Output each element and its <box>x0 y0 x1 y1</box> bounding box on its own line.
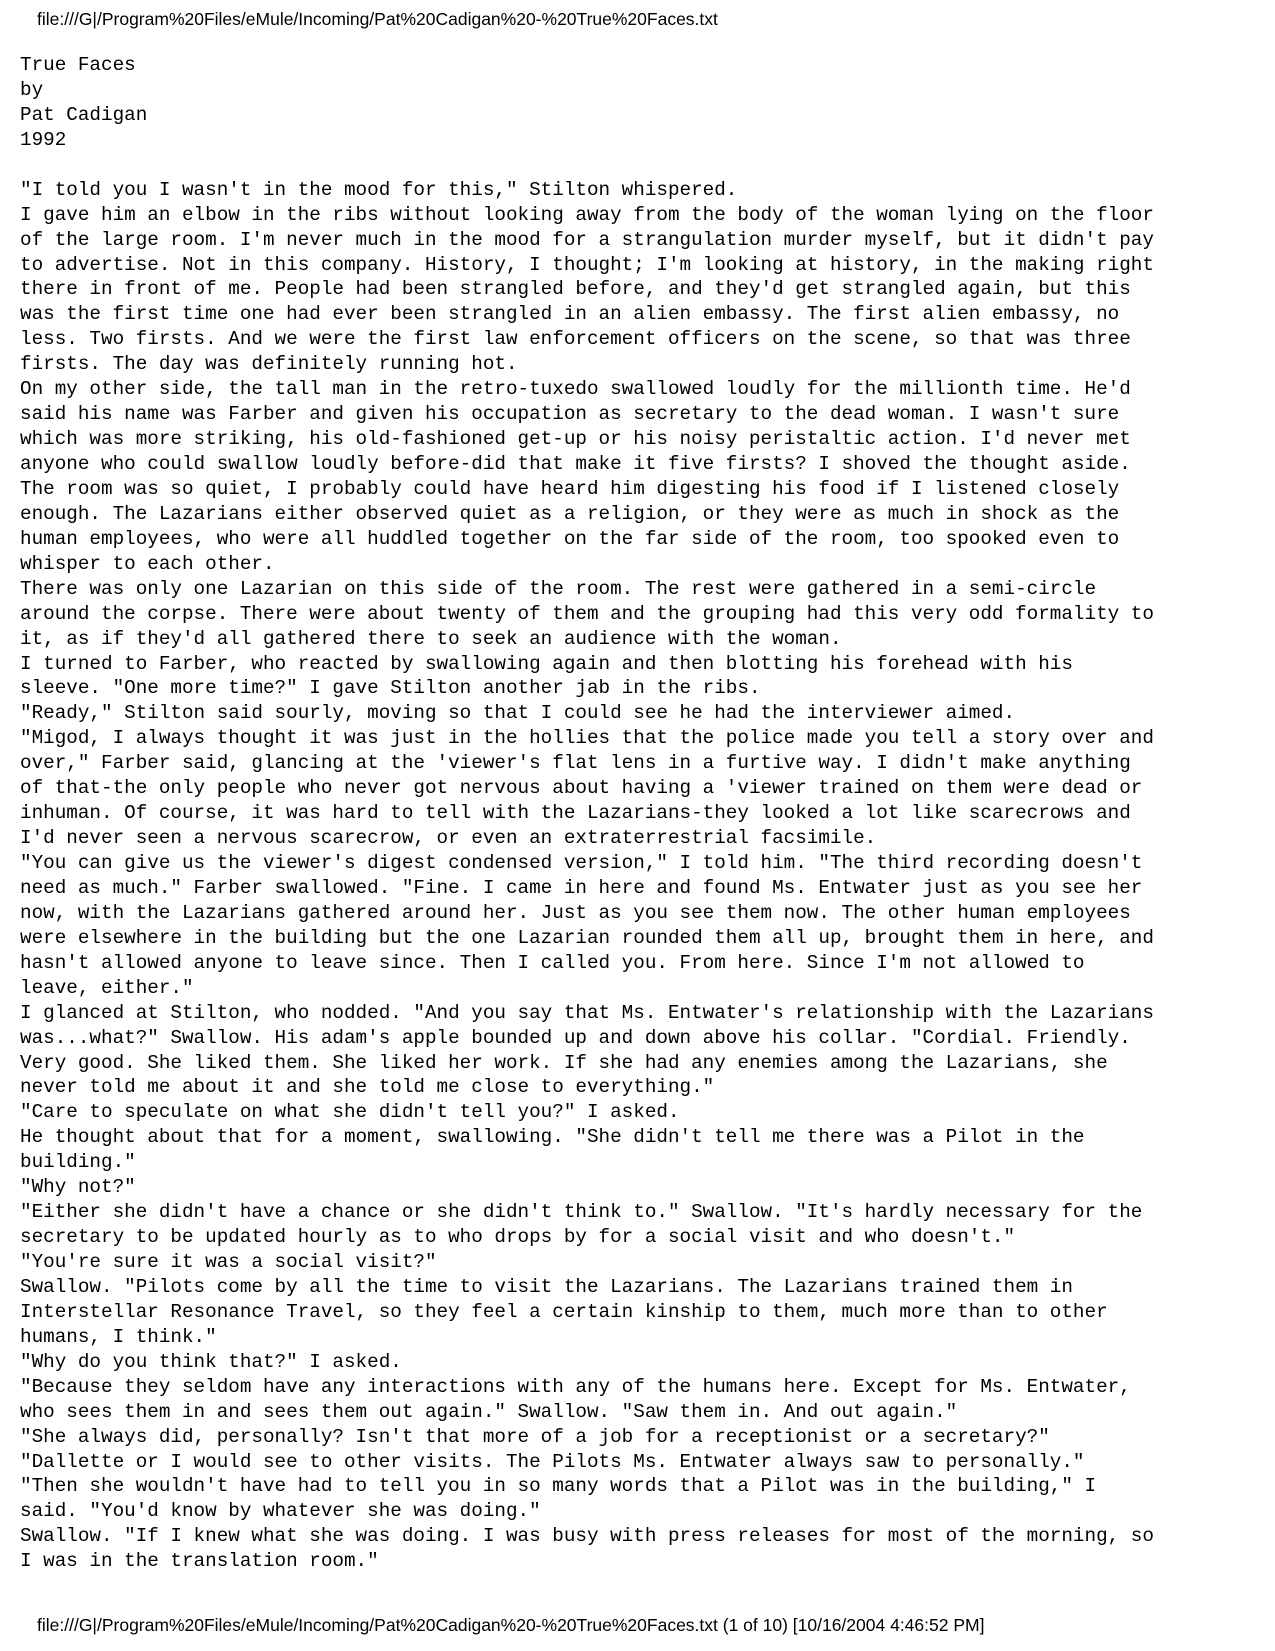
text-line: human employees, who were all huddled together on the far side of the room, too spooked even to <box>20 527 1120 550</box>
text-line: was the first time one had ever been strangled in an alien embassy. The first alien embassy, no <box>20 303 1120 326</box>
text-line: who sees them in and sees them out again." Swallow. "Saw them in. And out again." <box>20 1400 958 1423</box>
text-line: it, as if they'd all gathered there to seek an audience with the woman. <box>20 627 842 650</box>
print-header-url: file:///G|/Program%20Files/eMule/Incoming/Pat%20Cadigan%20-%20True%20Faces.txt <box>37 9 718 29</box>
text-line: secretary to be updated hourly as to who drops by for a social visit and who doesn't." <box>20 1226 1016 1249</box>
text-line: Pat Cadigan <box>20 103 148 126</box>
text-line: "She always did, personally? Isn't that more of a job for a receptionist or a secretary?" <box>20 1425 1050 1448</box>
text-line: "Migod, I always thought it was just in the hollies that the police made you tell a story over and <box>20 727 1154 750</box>
text-line: "Ready," Stilton said sourly, moving so that I could see he had the interviewer aimed. <box>20 702 1016 725</box>
text-line: I gave him an elbow in the ribs without looking away from the body of the woman lying on the floor <box>20 203 1154 226</box>
text-line: of that-the only people who never got nervous about having a 'viewer trained on them were dead or <box>20 777 1143 800</box>
text-line: 1992 <box>20 128 67 151</box>
text-line: "Because they seldom have any interactions with any of the humans here. Except for Ms. Entwater, <box>20 1375 1131 1398</box>
text-line: True Faces <box>20 54 136 76</box>
text-line: said his name was Farber and given his occupation as secretary to the dead woman. I wasn't sure <box>20 403 1120 426</box>
text-line: which was more striking, his old-fashioned get-up or his noisy peristaltic action. I'd never met <box>20 428 1131 451</box>
text-line: sleeve. "One more time?" I gave Stilton another jab in the ribs. <box>20 677 761 700</box>
text-line: to advertise. Not in this company. History, I thought; I'm looking at history, in the making right <box>20 253 1154 276</box>
blank-line <box>20 153 1154 178</box>
text-line: "You're sure it was a social visit?" <box>20 1251 437 1273</box>
document-text-body <box>20 53 1154 1574</box>
text-line: was...what?" Swallow. His adam's apple bounded up and down above his collar. "Cordial. Friendly. <box>20 1026 1131 1049</box>
text-line: "Why not?" <box>20 1176 136 1199</box>
text-line: I'd never seen a nervous scarecrow, or even an extraterrestrial facsimile. <box>20 827 877 850</box>
text-line: There was only one Lazarian on this side of the room. The rest were gathered in a semi-circle <box>20 577 1097 600</box>
text-line: leave, either." <box>20 976 194 999</box>
text-line: building." <box>20 1151 136 1174</box>
text-line: "Why do you think that?" I asked. <box>20 1350 402 1373</box>
text-line: Swallow. "If I knew what she was doing. I was busy with press releases for most of the morning, so <box>20 1525 1154 1548</box>
text-line: anyone who could swallow loudly before-did that make it five firsts? I shoved the thought aside. <box>20 453 1131 475</box>
text-line: I glanced at Stilton, who nodded. "And you say that Ms. Entwater's relationship with the Lazarians <box>20 1001 1154 1024</box>
text-line: were elsewhere in the building but the one Lazarian rounded them all up, brought them in here, and <box>20 926 1154 949</box>
text-line: "Care to speculate on what she didn't tell you?" I asked. <box>20 1101 680 1124</box>
text-line: around the corpse. There were about twenty of them and the grouping had this very odd formality to <box>20 602 1154 625</box>
text-line: He thought about that for a moment, swallowing. "She didn't tell me there was a Pilot in the <box>20 1126 1085 1149</box>
text-line: less. Two firsts. And we were the first law enforcement officers on the scene, so that was three <box>20 328 1131 351</box>
text-line: Swallow. "Pilots come by all the time to visit the Lazarians. The Lazarians trained them in <box>20 1275 1073 1298</box>
text-line: of the large room. I'm never much in the mood for a strangulation murder myself, but it didn't pay <box>20 228 1154 251</box>
text-line: never told me about it and she told me close to everything." <box>20 1076 715 1099</box>
print-footer-url: file:///G|/Program%20Files/eMule/Incoming/Pat%20Cadigan%20-%20True%20Faces.txt (1 of 10) [10/16/2004 4:46:52 PM] <box>37 1615 985 1635</box>
text-line: I was in the translation room." <box>20 1550 379 1573</box>
text-line: "Then she wouldn't have had to tell you in so many words that a Pilot was in the building," I <box>20 1475 1097 1498</box>
text-line: "I told you I wasn't in the mood for this," Stilton whispered. <box>20 178 738 201</box>
text-line: "You can give us the viewer's digest condensed version," I told him. "The third recording doesn't <box>20 852 1143 874</box>
text-line: I turned to Farber, who reacted by swallowing again and then blotting his forehead with his <box>20 652 1073 675</box>
text-line: "Dallette or I would see to other visits. The Pilots Ms. Entwater always saw to personally." <box>20 1450 1085 1473</box>
text-line: whisper to each other. <box>20 552 275 575</box>
text-line: "Either she didn't have a chance or she didn't think to." Swallow. "It's hardly necessary for the <box>20 1201 1143 1224</box>
text-line: said. "You'd know by whatever she was doing." <box>20 1500 541 1523</box>
text-line: Very good. She liked them. She liked her work. If she had any enemies among the Lazarians, she <box>20 1051 1108 1074</box>
text-line: The room was so quiet, I probably could have heard him digesting his food if I listened closely <box>20 477 1120 500</box>
text-line: over," Farber said, glancing at the 'viewer's flat lens in a furtive way. I didn't make anything <box>20 752 1131 775</box>
text-line: enough. The Lazarians either observed quiet as a religion, or they were as much in shock as the <box>20 502 1120 525</box>
text-line: need as much." Farber swallowed. "Fine. I came in here and found Ms. Entwater just as you see her <box>20 876 1143 899</box>
text-line: hasn't allowed anyone to leave since. Then I called you. From here. Since I'm not allowed to <box>20 951 1085 974</box>
text-line: there in front of me. People had been strangled before, and they'd get strangled again, but this <box>20 278 1131 301</box>
text-line: inhuman. Of course, it was hard to tell with the Lazarians-they looked a lot like scarecrows and <box>20 802 1131 825</box>
text-line: firsts. The day was definitely running hot. <box>20 353 518 376</box>
text-line: Interstellar Resonance Travel, so they feel a certain kinship to them, much more than to other <box>20 1300 1108 1323</box>
text-line: now, with the Lazarians gathered around her. Just as you see them now. The other human employees <box>20 901 1131 924</box>
text-line: humans, I think." <box>20 1325 217 1348</box>
text-line: On my other side, the tall man in the retro-tuxedo swallowed loudly for the millionth time. He'd <box>20 378 1131 401</box>
text-line: by <box>20 78 44 101</box>
